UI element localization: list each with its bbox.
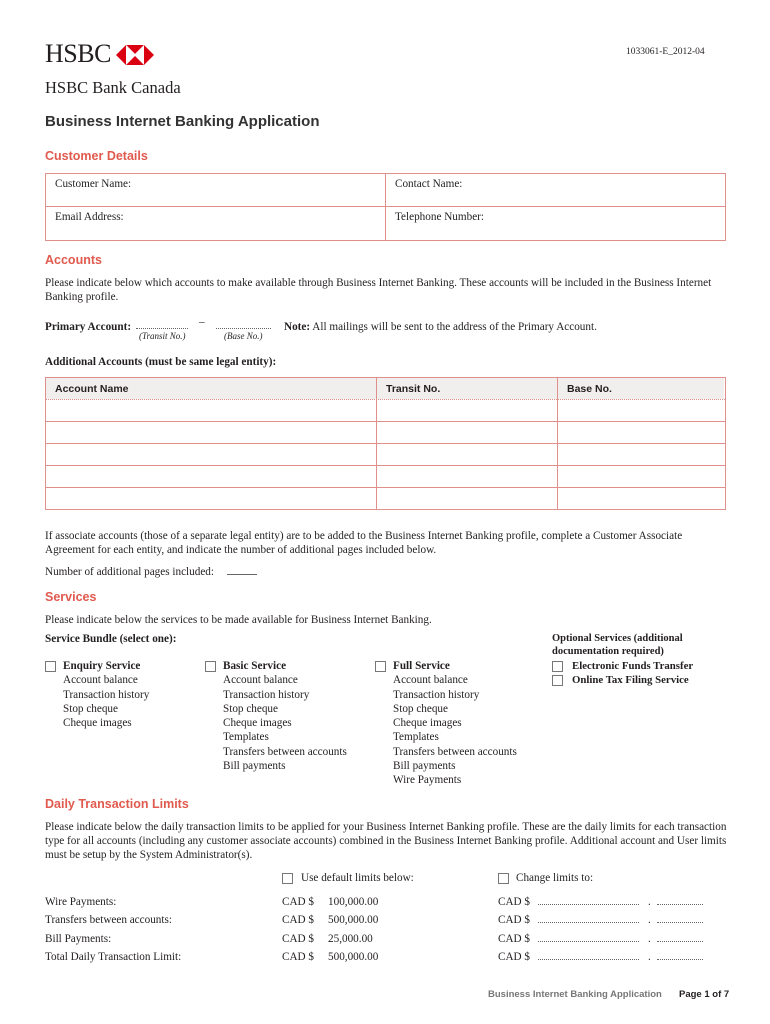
services-heading: Services (45, 590, 97, 604)
currency-label: CAD $ (282, 896, 315, 908)
additional-pages-field[interactable] (227, 574, 257, 575)
table-row[interactable] (46, 444, 724, 465)
table-row[interactable] (46, 400, 724, 421)
change-limits-checkbox[interactable] (498, 873, 509, 884)
note-label: Note: (284, 321, 311, 333)
customer-name-label: Customer Name: (55, 178, 132, 190)
list-item: Transaction history (393, 688, 480, 701)
decimal-point: . (648, 914, 651, 926)
decimal-point: . (648, 951, 651, 963)
total-limit-cents-field[interactable] (657, 959, 703, 960)
wire-payments-amount-field[interactable] (538, 904, 639, 905)
list-item: Account balance (393, 674, 468, 687)
currency-label: CAD $ (282, 933, 315, 945)
contact-name-field[interactable] (386, 174, 724, 206)
col-transit-no: Transit No. (386, 383, 441, 395)
list-item: Stop cheque (393, 702, 448, 715)
list-item: Transaction history (63, 688, 150, 701)
limits-heading: Daily Transaction Limits (45, 797, 189, 811)
decimal-point: . (648, 896, 651, 908)
list-item: Templates (223, 731, 269, 744)
primary-base-field[interactable] (216, 328, 271, 329)
email-address-field[interactable] (46, 207, 384, 239)
wire-payments-default: 100,000.00 (328, 896, 379, 908)
full-service-list (393, 659, 517, 788)
full-service-checkbox[interactable] (375, 661, 386, 672)
col-account-name: Account Name (55, 383, 129, 395)
hsbc-logo-text: HSBC (45, 39, 111, 68)
additional-pages-label: Number of additional pages included: (45, 566, 215, 578)
list-item: Transfers between accounts (393, 745, 517, 758)
bill-payments-default: 25,000.00 (328, 933, 373, 945)
bill-payments-label: Bill Payments: (45, 933, 112, 945)
primary-account-label: Primary Account: (45, 321, 132, 333)
list-item: Cheque images (63, 717, 132, 730)
list-item: Cheque images (393, 717, 462, 730)
table-row[interactable] (46, 466, 724, 487)
default-limits-checkbox[interactable] (282, 873, 293, 884)
currency-label: CAD $ (498, 914, 531, 926)
service-bundle-label: Service Bundle (select one): (45, 633, 177, 645)
currency-label: CAD $ (282, 914, 315, 926)
full-service-title: Full Service (393, 660, 450, 672)
currency-label: CAD $ (498, 933, 531, 945)
bank-name: HSBC Bank Canada (45, 78, 181, 97)
currency-label: CAD $ (498, 951, 531, 963)
eft-checkbox[interactable] (552, 661, 563, 672)
telephone-number-field[interactable] (386, 207, 724, 239)
bill-payments-cents-field[interactable] (657, 941, 703, 942)
transfers-cents-field[interactable] (657, 922, 703, 923)
note-text: All mailings will be sent to the address of the Primary Account. (312, 321, 597, 333)
customer-name-field[interactable] (46, 174, 384, 206)
basic-service-checkbox[interactable] (205, 661, 216, 672)
bill-payments-amount-field[interactable] (538, 941, 639, 942)
telephone-number-label: Telephone Number: (395, 211, 484, 223)
currency-label: CAD $ (282, 951, 315, 963)
additional-accounts-label: Additional Accounts (must be same legal entity): (45, 356, 277, 368)
list-item: Account balance (223, 674, 298, 687)
account-dash: – (199, 316, 205, 328)
list-item: Transfers between accounts (223, 745, 347, 758)
total-limit-amount-field[interactable] (538, 959, 639, 960)
default-limits-label: Use default limits below: (301, 872, 414, 884)
basic-service-list (223, 659, 347, 773)
footer-title: Business Internet Banking Application (488, 989, 662, 1000)
list-item: Bill payments (393, 760, 456, 773)
accounts-heading: Accounts (45, 253, 102, 267)
basic-service-title: Basic Service (223, 660, 287, 672)
transfers-label: Transfers between accounts: (45, 914, 172, 926)
enquiry-service-checkbox[interactable] (45, 661, 56, 672)
transfers-amount-field[interactable] (538, 922, 639, 923)
list-item: Wire Payments (393, 774, 462, 787)
table-row[interactable] (46, 488, 724, 508)
col-base-no: Base No. (567, 383, 612, 395)
transfers-default: 500,000.00 (328, 914, 379, 926)
currency-label: CAD $ (498, 896, 531, 908)
list-item: Templates (393, 731, 439, 744)
optional-services-label: Optional Services (additional documentation required) (552, 633, 683, 657)
list-item: Account balance (63, 674, 138, 687)
list-item: Transaction history (223, 688, 310, 701)
limits-intro: Please indicate below the daily transaction limits to be applied for your Business Internet Banking profile. These are the daily limits for each transaction type for all accounts (including any customer associate accounts) combined in the Business Internet Banking profile. Additional account and User limits must be setup by the System Administrator(s). (45, 821, 727, 861)
list-item: Bill payments (223, 760, 286, 773)
tax-filing-checkbox[interactable] (552, 675, 563, 686)
base-caption: (Base No.) (224, 331, 263, 341)
associate-accounts-text: If associate accounts (those of a separate legal entity) are to be added to the Business Internet Banking profile, complete a Customer Associate Agreement for each entity, and indicate the number of additional pages included below. (45, 530, 683, 556)
wire-payments-label: Wire Payments: (45, 896, 117, 908)
wire-payments-cents-field[interactable] (657, 904, 703, 905)
list-item: Cheque images (223, 717, 292, 730)
tax-filing-label: Online Tax Filing Service (572, 674, 689, 686)
accounts-intro: Please indicate below which accounts to make available through Business Internet Banking. These accounts will be included in the Business Internet Banking profile. (45, 277, 712, 303)
change-limits-label: Change limits to: (516, 872, 594, 884)
table-row[interactable] (46, 422, 724, 443)
customer-details-heading: Customer Details (45, 149, 148, 163)
transit-caption: (Transit No.) (139, 331, 186, 341)
eft-label: Electronic Funds Transfer (572, 660, 694, 672)
primary-transit-field[interactable] (136, 328, 188, 329)
contact-name-label: Contact Name: (395, 178, 463, 190)
page-number: Page 1 of 7 (679, 989, 730, 1000)
primary-account-note (284, 320, 597, 334)
list-item: Stop cheque (223, 702, 278, 715)
services-intro: Please indicate below the services to be made available for Business Internet Banking. (45, 614, 432, 626)
total-limit-label: Total Daily Transaction Limit: (45, 951, 182, 963)
enquiry-service-list (63, 659, 149, 730)
list-item: Stop cheque (63, 702, 118, 715)
hsbc-hexagon-icon (116, 45, 154, 65)
total-limit-default: 500,000.00 (328, 951, 379, 963)
hsbc-logo (45, 40, 111, 68)
email-address-label: Email Address: (55, 211, 124, 223)
enquiry-service-title: Enquiry Service (63, 660, 141, 672)
doc-code: 1033061-E_2012-04 (626, 47, 705, 57)
page-title: Business Internet Banking Application (45, 113, 320, 130)
decimal-point: . (648, 933, 651, 945)
